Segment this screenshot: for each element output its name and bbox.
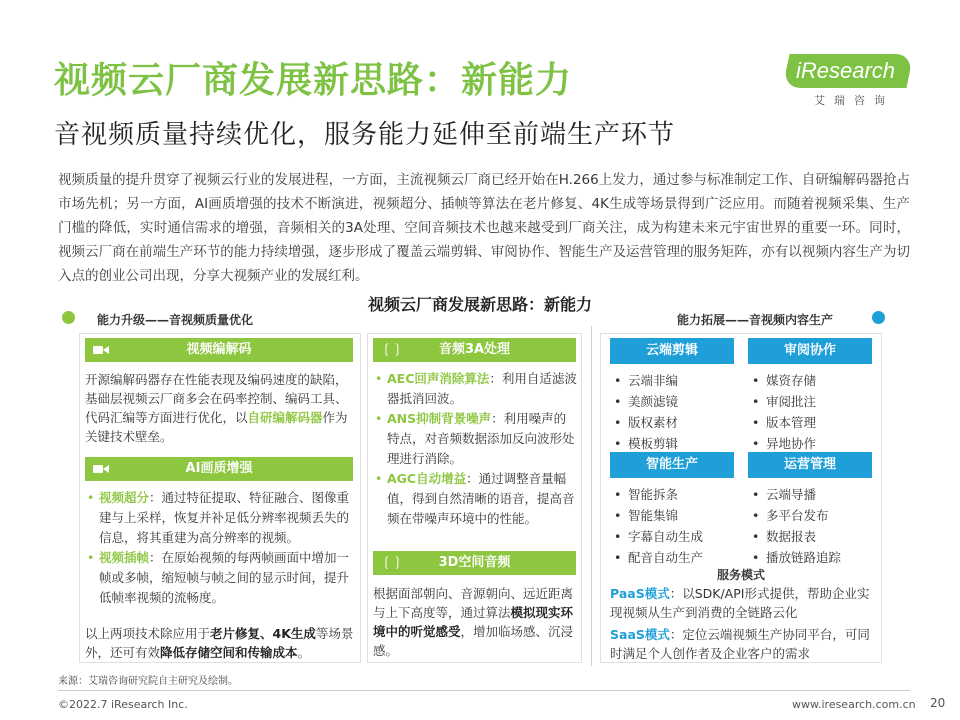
- smart-list: [608, 484, 738, 568]
- ai-item-interp: [85, 548, 355, 608]
- list-item: • 多平台发布: [746, 505, 876, 526]
- list-item: • 字幕自动生成: [608, 526, 738, 547]
- copyright: ©2022.7 iResearch Inc.: [58, 698, 188, 711]
- list-item: • 播放链路追踪: [746, 547, 876, 568]
- footer-divider: [58, 690, 910, 691]
- codec-text: [85, 370, 355, 446]
- left-section-dot: [62, 311, 75, 324]
- spatial-title: 3D空间音频: [438, 555, 511, 570]
- video-camera-icon: [93, 457, 109, 484]
- review-header: 审阅协作: [748, 338, 872, 364]
- website: www.iresearch.com.cn: [792, 698, 916, 711]
- codec-header: [85, 338, 353, 362]
- aec-term: AEC回声消除算法: [387, 371, 490, 386]
- page-number: 20: [930, 696, 946, 710]
- left-section-label: 能力升级——音视频质量优化: [97, 313, 254, 327]
- logo-text: iResearch: [796, 58, 896, 83]
- paas-desc: ：以SDK/API形式提供，帮助企业实现视频从生产到消费的全链路云化: [610, 586, 870, 620]
- codec-highlight: 自研编解码器: [247, 410, 323, 425]
- ai-summary-bold-2: 降低存储空间和传输成本: [160, 645, 298, 660]
- ai-summary: [85, 624, 355, 662]
- aec-text: ：利用自适滤波器抵消回波。: [387, 371, 577, 406]
- ai-list: [85, 488, 355, 608]
- ans-text: ：利用噪声的特点，对音频数据添加反向波形处理进行消除。: [387, 411, 575, 466]
- ai-summary-1: 以上两项技术除应用于: [85, 626, 211, 641]
- list-item: • 智能拆条: [608, 484, 738, 505]
- audio3a-header: [373, 338, 576, 362]
- codec-title: 视频编解码: [186, 342, 252, 357]
- ai-item1-text: ：通过特征提取、特征融合、图像重建与上采样，恢复并补足低分辨率视频丢失的信息，将其重建为高分辨率的视频。: [99, 490, 350, 545]
- audio3a-item-agc: [373, 469, 578, 529]
- audio3a-title: 音频3A处理: [438, 342, 511, 357]
- framework-title: 视频云厂商发展新思路：新能力: [367, 295, 592, 314]
- cloud-edit-list: [608, 370, 734, 454]
- ai-item1-term: 视频超分: [99, 490, 150, 505]
- right-section-label: 能力拓展——音视频内容生产: [677, 313, 834, 327]
- review-list: [746, 370, 872, 454]
- page-subtitle: 音视频质量持续优化，服务能力延伸至前端生产环节: [54, 120, 676, 150]
- list-item: • 数据报表: [746, 526, 876, 547]
- spatial-text-2: ，增加临场感、沉浸感。: [373, 624, 574, 658]
- intro-paragraph: 视频质量的提升贯穿了视频云行业的发展进程，一方面，主流视频云厂商已经开始在H.266上发力，通过参与标准制定工作、自研编解码器抢占市场先机；另一方面，AI画质增强的技术不断演进，视频超分、插帧等算法在老片修复、4K生成等场景得到广泛应用。而随着视频采集、生产门槛的降低，实时通信需求的增强，音频相关的3A处理、空间音频技术也越来越受到厂商关注，成为构建未来元宇宙世界的重要一环。同时，视频云厂商在前端生产环节的能力持续增强，逐步形成了覆盖云端剪辑、审阅协作、智能生产及运营管理的服务矩阵，亦有以视频内容生产为切入点的创业公司出现，分享大视频产业的发展红利。: [58, 172, 910, 284]
- ai-header: [85, 457, 353, 481]
- smart-header: 智能生产: [610, 452, 734, 478]
- ops-list: [746, 484, 876, 568]
- list-item: • 智能集锦: [608, 505, 738, 526]
- ai-summary-3: 。: [297, 645, 311, 660]
- spatial-header: [373, 551, 576, 575]
- iresearch-logo: [786, 54, 914, 106]
- saas-text: [610, 625, 876, 663]
- list-item: • 版权素材: [608, 412, 734, 433]
- paas-term: PaaS模式: [610, 586, 670, 601]
- codec-text-1: 开源编解码器存在性能表现及编码速度的缺陷，基础层视频云厂商多会在码率控制、编码工具、代码汇编等方面进行优化，以: [85, 372, 348, 425]
- ops-header: 运营管理: [748, 452, 872, 478]
- list-item: • 模板剪辑: [608, 433, 734, 454]
- spatial-bold: 模拟现实环境中的听觉感受: [373, 605, 574, 639]
- column-divider: [591, 326, 592, 666]
- audio3a-item-aec: [373, 369, 578, 409]
- agc-term: AGC自动增益: [387, 471, 467, 486]
- ai-summary-2: 等场景外，还可有效: [85, 626, 354, 660]
- list-item: • 版本管理: [746, 412, 872, 433]
- spatial-text: [373, 584, 578, 660]
- spatial-text-1: 根据面部朝向、音源朝向、远近距离与上下高度等，通过算法: [373, 586, 574, 620]
- source-note: 来源：艾瑞咨询研究院自主研究及绘制。: [58, 676, 238, 687]
- cloud-edit-header: 云端剪辑: [610, 338, 734, 364]
- paas-text: [610, 584, 876, 622]
- ans-term: ANS抑制背景噪声: [387, 411, 492, 426]
- agc-text: ：通过调整音量幅值，得到自然清晰的语音，提高音频在带噪声环境中的性能。: [387, 471, 575, 526]
- list-item: • 审阅批注: [746, 391, 872, 412]
- saas-term: SaaS模式: [610, 627, 670, 642]
- logo-subtext: 艾瑞咨询: [814, 94, 894, 107]
- list-item: • 配音自动生产: [608, 547, 738, 568]
- ai-item-superres: [85, 488, 355, 548]
- audio3a-item-ans: [373, 409, 578, 469]
- service-mode-title: 服务模式: [716, 568, 765, 582]
- audio3a-list: [373, 369, 578, 529]
- list-item: • 媒资存储: [746, 370, 872, 391]
- list-item: • 美颜滤镜: [608, 391, 734, 412]
- codec-text-2: 作为关键技术壁垒。: [85, 410, 348, 444]
- ai-summary-bold-1: 老片修复、4K生成: [210, 626, 316, 641]
- list-item: • 异地协作: [746, 433, 872, 454]
- list-item: • 云端导播: [746, 484, 876, 505]
- audio-wave-icon: ❲❳: [381, 342, 403, 357]
- ai-title: AI画质增强: [185, 461, 253, 476]
- list-item: • 云端非编: [608, 370, 734, 391]
- audio-wave-icon: ❲❳: [381, 555, 403, 570]
- right-section-dot: [872, 311, 885, 324]
- page-title: 视频云厂商发展新思路：新能力: [54, 60, 573, 101]
- saas-desc: ：定位云端视频生产协同平台，可同时满足个人创作者及企业客户的需求: [610, 627, 870, 661]
- ai-item2-term: 视频插帧: [99, 550, 150, 565]
- ai-item2-text: ：在原始视频的每两帧画面中增加一帧或多帧，缩短帧与帧之间的显示时间，提升低帧率视频的流畅度。: [99, 550, 350, 605]
- video-camera-icon: [93, 338, 109, 365]
